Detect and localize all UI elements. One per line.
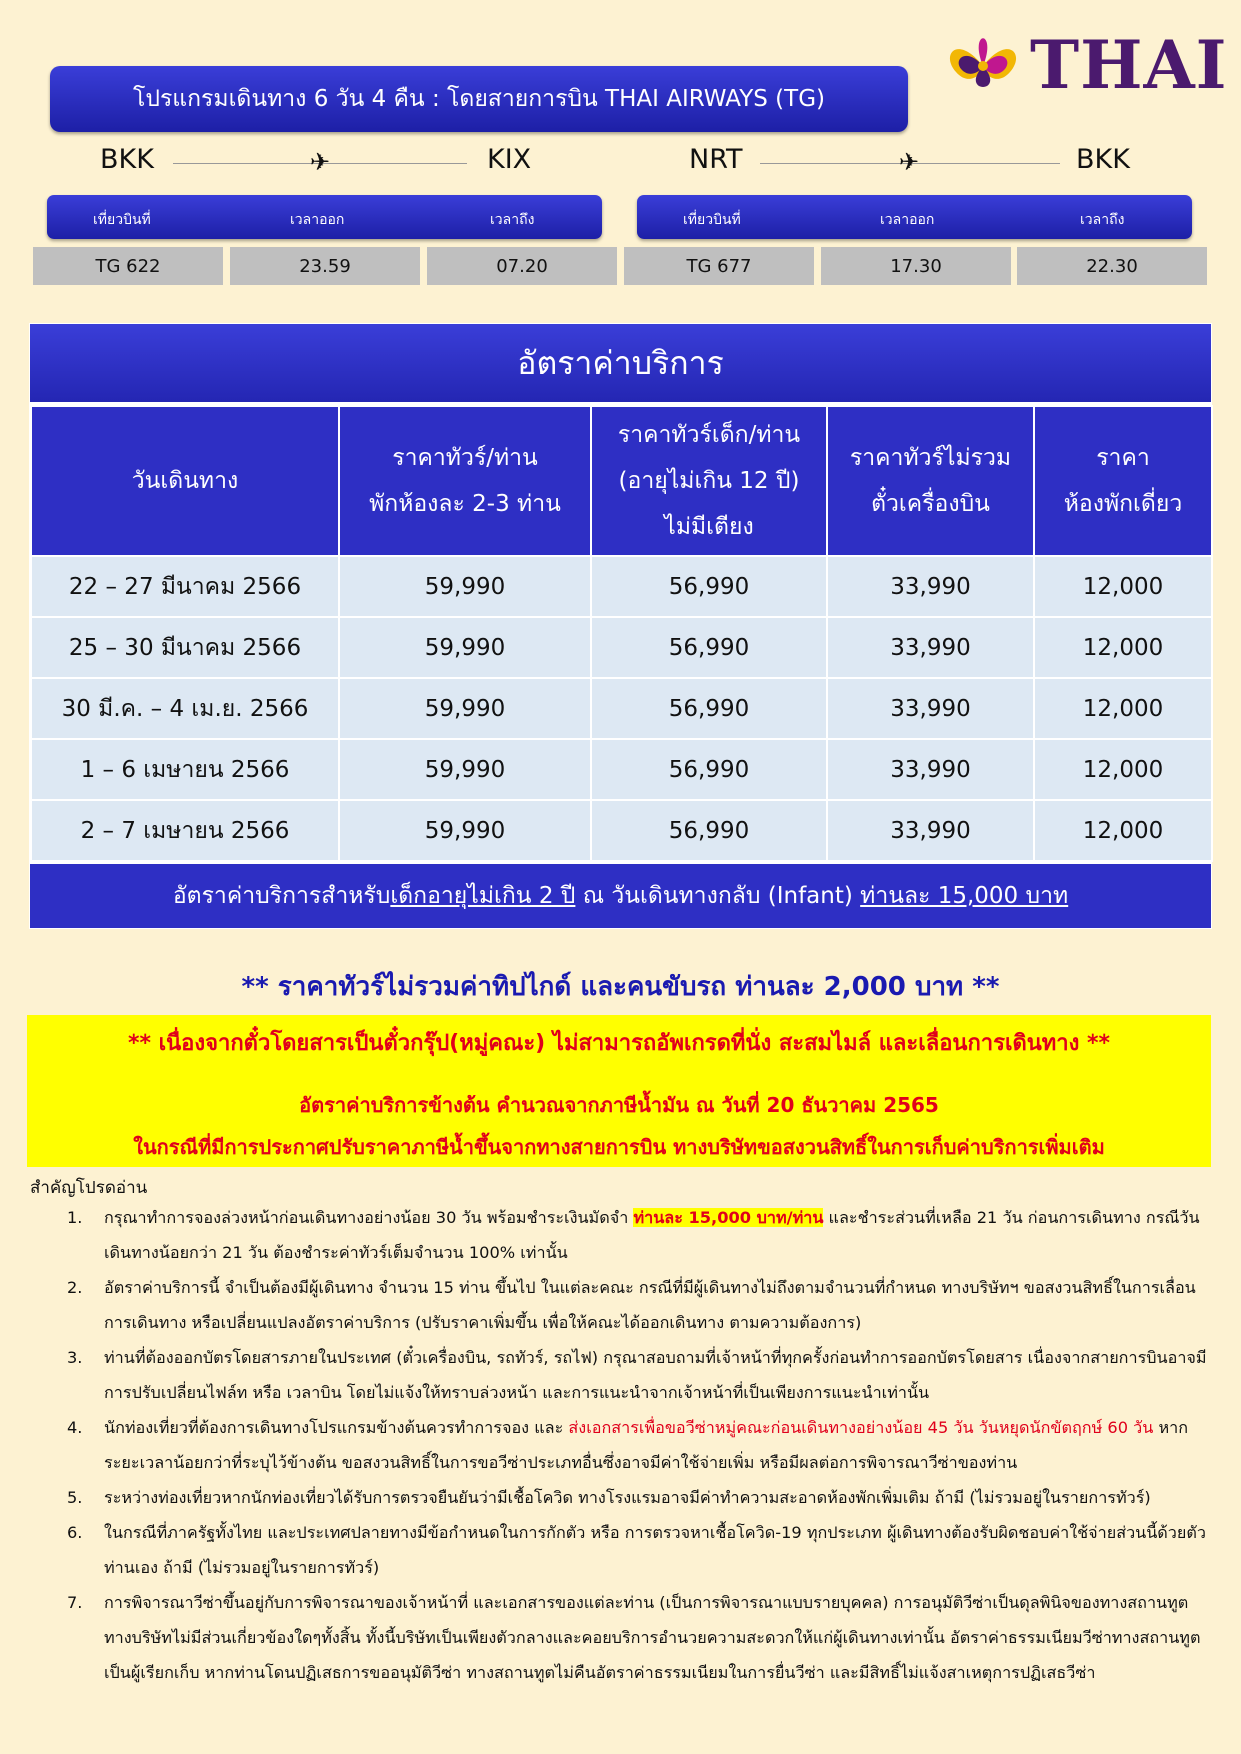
note-item [30, 1480, 1210, 1515]
rate-cell-child-price: 56,990 [591, 556, 827, 617]
header-line: ห้องพักเดี่ยว [1063, 491, 1183, 517]
note-text: การพิจารณาวีซ่าขึ้นอยู่กับการพิจารณาของเจ้าหน้าที่ และเอกสารของแต่ละท่าน (เป็นการพิจารณาแบบรายบุคคล) การอนุมัติวีซ่าเป็นดุลพินิจของทางสถานทูต ทางบริษัทไม่มีส่วนเกี่ยวข้องใดๆทั้งสิ้น ทั้งนี้บริษัทเป็นเพียงตัวกลางและคอยบริการอำนวยความสะดวกให้แก่ผู้เดินทางเท่านั้น อัตราค่าธรรมเนียมวีซ่าทางสถานทูตเป็นผู้เรียกเก็บ หากท่านโดนปฏิเสธการขออนุมัติวีซ่า ทางสถานทูตไม่คืนอัตราค่าธรรมเนียมในการยื่นวีซ่า และมีสิทธิ์ไม่แจ้งสาเหตุการปฏิเสธวีซ่า [104, 1593, 1201, 1682]
tip-note: ** ราคาทัวร์ไม่รวมค่าทิปไกด์ และคนขับรถ ท่านละ 2,000 บาท ** [241, 972, 1000, 1002]
outbound-destination: KIX [487, 144, 532, 175]
rate-cell-adult-price: 59,990 [339, 556, 591, 617]
rate-cell-child-price: 56,990 [591, 617, 827, 678]
surcharge-rights-note: ในกรณีที่มีการประกาศปรับราคาภาษีน้ำขึ้นจากทางสายการบิน ทางบริษัทขอสงวนสิทธิ์ในการเก็บค่าบริการเพิ่มเติม [133, 1135, 1105, 1159]
rate-cell-single-room-price: 12,000 [1034, 739, 1212, 800]
outbound-origin: BKK [100, 144, 154, 175]
note-red-text: ส่งเอกสารเพื่อขอวีซ่าหมู่คณะก่อนเดินทางอย่างน้อย 45 วัน วันหยุดนักขัตฤกษ์ 60 วัน [568, 1418, 1154, 1437]
note-text: อัตราค่าบริการนี้ จำเป็นต้องมีผู้เดินทาง จำนวน 15 ท่าน ขึ้นไป ในแต่ละคณะ กรณีที่มีผู้เดินทางไม่ถึงตามจำนวนที่กำหนด ทางบริษัทฯ ขอสงวนสิทธิ์ในการเลื่อนการเดินทาง หรือเปลี่ยนแปลงอัตราค่าบริการ (ปรับราคาเพิ่มขึ้น เพื่อให้คณะได้ออกเดินทาง ตามความต้องการ) [104, 1278, 1196, 1332]
outbound-flight-number: TG 622 [33, 247, 223, 285]
rate-cell-adult-price: 59,990 [339, 739, 591, 800]
header-no-ticket-price [827, 406, 1034, 556]
note-number: 7. [67, 1593, 83, 1612]
note-number: 3. [67, 1348, 83, 1367]
note-item [30, 1515, 1210, 1585]
header-line: ตั๋วเครื่องบิน [871, 491, 990, 517]
infant-price-underlined: ท่านละ 15,000 บาท [860, 883, 1069, 909]
rate-cell-single-room-price: 12,000 [1034, 800, 1212, 861]
inbound-destination: BKK [1076, 144, 1130, 175]
infant-note-middle: ณ วันเดินทางกลับ (Infant) [575, 883, 861, 909]
header-child-price [591, 406, 827, 556]
flight-number-label: เที่ยวบินที่ [683, 212, 741, 228]
flight-number-label: เที่ยวบินที่ [93, 212, 151, 228]
header-adult-price [339, 406, 591, 556]
group-ticket-warning: ** เนื่องจากตั๋วโดยสารเป็นตั๋วกรุ๊ป(หมู่คณะ) ไม่สามารถอัพเกรดที่นั่ง สะสมไมล์ และเลื่อนการเดินทาง ** [127, 1031, 1111, 1056]
rate-cell-no-ticket-price: 33,990 [827, 800, 1034, 861]
warning-box [27, 1015, 1211, 1167]
note-text: ระหว่างท่องเที่ยวหากนักท่องเที่ยวได้รับการตรวจยืนยันว่ามีเชื้อโควิด ทางโรงแรมอาจมีค่าทำความสะอาดห้องพักเพิ่มเติม ถ้ามี (ไม่รวมอยู่ในรายการทัวร์) [104, 1488, 1151, 1507]
rate-cell-single-room-price: 12,000 [1034, 617, 1212, 678]
header-line: ไม่มีเตียง [664, 514, 754, 540]
outbound-depart-time: 23.59 [230, 247, 420, 285]
rate-cell-travel-date: 25 – 30 มีนาคม 2566 [31, 617, 339, 678]
rate-cell-travel-date: 30 มี.ค. – 4 เม.ย. 2566 [31, 678, 339, 739]
note-highlight: ท่านละ 15,000 บาท/ท่าน [633, 1208, 824, 1227]
note-text: ท่านที่ต้องออกบัตรโดยสารภายในประเทศ (ตั๋วเครื่องบิน, รถทัวร์, รถไฟ) กรุณาสอบถามที่เจ้าหน้าที่ทุกครั้งก่อนทำการออกบัตรโดยสาร เนื่องจากสายการบินอาจมีการปรับเปลี่ยนไฟล์ท หรือ เวลาบิน โดยไม่แจ้งให้ทราบล่วงหน้า และการแนะนำจากเจ้าหน้าที่เป็นเพียงการแนะนำเท่านั้น [104, 1348, 1207, 1402]
note-item [30, 1270, 1210, 1340]
note-item [30, 1200, 1210, 1270]
outbound-arrive-time: 07.20 [427, 247, 617, 285]
rate-cell-child-price: 56,990 [591, 678, 827, 739]
inbound-flight-number: TG 677 [624, 247, 814, 285]
note-text-continued: และชำระส่วนที่เหลือ 21 วัน ก่อนการเดินทาง กรณีวันเดินทางน้อยกว่า 21 วัน ต้องชำระค่าทัวร์เต็มจำนวน 100% เท่านั้น [104, 1208, 1200, 1262]
inbound-depart-time: 17.30 [821, 247, 1011, 285]
notes-list [30, 1200, 1210, 1690]
arrive-time-label: เวลาถึง [1080, 212, 1125, 228]
rate-cell-adult-price: 59,990 [339, 617, 591, 678]
rate-cell-single-room-price: 12,000 [1034, 678, 1212, 739]
header-line: (อายุไม่เกิน 12 ปี) [618, 468, 800, 494]
note-text: นักท่องเที่ยวที่ต้องการเดินทางโปรแกรมข้างต้นควรทำการจอง และ [104, 1418, 569, 1437]
header-travel-date [31, 406, 339, 556]
rate-cell-adult-price: 59,990 [339, 678, 591, 739]
depart-time-label: เวลาออก [880, 212, 935, 228]
note-text: กรุณาทำการจองล่วงหน้าก่อนเดินทางอย่างน้อย 30 วัน พร้อมชำระเงินมัดจำ [104, 1208, 634, 1227]
rate-cell-no-ticket-price: 33,990 [827, 617, 1034, 678]
infant-rate-note [30, 862, 1211, 928]
rate-cell-no-ticket-price: 33,990 [827, 556, 1034, 617]
rate-cell-child-price: 56,990 [591, 800, 827, 861]
header-line: ราคาทัวร์ไม่รวม [849, 445, 1012, 471]
thai-airways-logo [938, 24, 1228, 108]
notes-title: สำคัญโปรดอ่าน [30, 1178, 148, 1198]
rates-table [29, 323, 1212, 929]
rate-cell-travel-date: 2 – 7 เมษายน 2566 [31, 800, 339, 861]
header-line: ราคาทัวร์/ท่าน [392, 445, 538, 471]
rate-row [31, 800, 1212, 861]
note-text: ในกรณีที่ภาครัฐทั้งไทย และประเทศปลายทางมีข้อกำหนดในการกักตัว หรือ การตรวจหาเชื้อโควิด-19 ทุกประเภท ผู้เดินทางต้องรับผิดชอบค่าใช้จ่ายส่วนนี้ด้วยตัวท่านเอง ถ้ามี (ไม่รวมอยู่ในรายการทัวร์) [104, 1523, 1206, 1577]
outbound-flight-header [47, 195, 602, 239]
rate-cell-no-ticket-price: 33,990 [827, 678, 1034, 739]
rates-title: อัตราค่าบริการ [30, 324, 1211, 405]
rate-cell-travel-date: 22 – 27 มีนาคม 2566 [31, 556, 339, 617]
logo-text: THAI [1030, 26, 1228, 104]
rate-cell-child-price: 56,990 [591, 739, 827, 800]
header-single-room [1034, 406, 1212, 556]
airplane-icon: ✈ [310, 148, 331, 176]
rate-cell-adult-price: 59,990 [339, 800, 591, 861]
inbound-origin: NRT [689, 144, 743, 175]
depart-time-label: เวลาออก [290, 212, 345, 228]
rate-row [31, 678, 1212, 739]
infant-note-prefix: อัตราค่าบริการสำหรับ [172, 883, 391, 909]
rate-row [31, 617, 1212, 678]
header-line: ราคา [1096, 445, 1150, 471]
note-item [30, 1340, 1210, 1410]
program-title-banner [50, 66, 908, 132]
rate-cell-travel-date: 1 – 6 เมษายน 2566 [31, 739, 339, 800]
orchid-icon [938, 24, 1028, 108]
airplane-icon: ✈ [899, 148, 920, 176]
header-line: พักห้องละ 2-3 ท่าน [369, 491, 561, 517]
note-number: 1. [67, 1208, 83, 1227]
header-line: วันเดินทาง [131, 468, 239, 494]
fuel-surcharge-note: อัตราค่าบริการข้างต้น คำนวณจากภาษีน้ำมัน ณ วันที่ 20 ธันวาคม 2565 [299, 1093, 939, 1117]
inbound-arrive-time: 22.30 [1017, 247, 1207, 285]
infant-age-underlined: เด็กอายุไม่เกิน 2 ปี [390, 883, 576, 909]
rate-row [31, 556, 1212, 617]
note-number: 5. [67, 1488, 83, 1507]
arrive-time-label: เวลาถึง [490, 212, 535, 228]
program-title: โปรแกรมเดินทาง 6 วัน 4 คืน : โดยสายการบิน THAI AIRWAYS (TG) [133, 86, 825, 112]
inbound-flight-header [637, 195, 1192, 239]
note-number: 6. [67, 1523, 83, 1542]
rate-cell-no-ticket-price: 33,990 [827, 739, 1034, 800]
note-item [30, 1410, 1210, 1480]
note-number: 2. [67, 1278, 83, 1297]
rate-cell-single-room-price: 12,000 [1034, 556, 1212, 617]
rate-row [31, 739, 1212, 800]
header-line: ราคาทัวร์เด็ก/ท่าน [617, 422, 801, 448]
note-item [30, 1585, 1210, 1690]
rates-header-row [31, 406, 1212, 556]
note-text-continued: หากระยะเวลาน้อยกว่าที่ระบุไว้ข้างต้น ขอสงวนสิทธิ์ในการขอวีซ่าประเภทอื่นซึ่งอาจมีค่าใช้จ่ายเพิ่ม หรือมีผลต่อการพิจารณาวีซ่าของท่าน [104, 1418, 1189, 1472]
note-number: 4. [67, 1418, 83, 1437]
